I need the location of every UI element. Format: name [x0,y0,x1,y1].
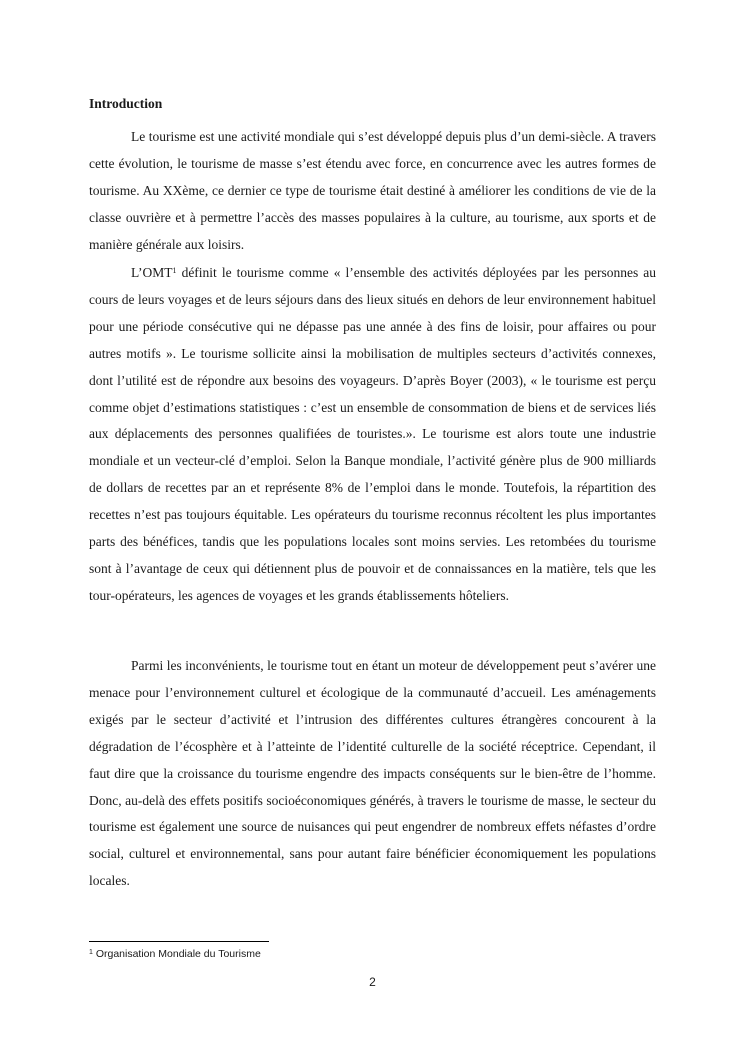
paragraph-2 [89,260,656,610]
footnote-reference[interactable]: 1 [172,266,177,275]
page-number: 2 [369,975,376,989]
footnote-text: Organisation Mondiale du Tourisme [92,948,261,960]
paragraph-2-rest: définit le tourisme comme « l’ensemble des activités déployées par les personnes au cours de leurs voyages et de leurs séjours dans des lieux situés en dehors de leur environnement habituel pour une période consécutive qui ne dépasse pas une année à des fins de loisir, pour affaires ou pour autres motifs ». Le tourisme sollicite ainsi la mobilisation de multiples secteurs d’activités connexes, dont l’utilité est de répondre aux besoins des voyageurs. D’après Boyer (2003), « le tourisme est perçu comme objet d’estimations statistiques : c’est un ensemble de consommation de biens et de services liés aux déplacements des personnes qualifiées de touristes.». Le tourisme est alors toute une industrie mondiale et un vecteur-clé d’emploi. Selon la Banque mondiale, l’activité génère plus de 900 milliards de dollars de recettes par an et représente 8% de l’emploi dans le monde. Toutefois, la répartition des recettes n’est pas toujours équitable. Les opérateurs du tourisme reconnus récoltent les plus importantes parts des bénéfices, tandis que les populations locales sont moins servies. Les retombées du tourisme sont à l’avantage de ceux qui détiennent plus de pouvoir et de connaissances en la matière, tels que les tour-opérateurs, les agences de voyages et les grands établissements hôteliers. [89,265,656,603]
paragraph-2-start: L’OMT [131,265,173,280]
footnote [89,947,261,961]
footnote-marker: 1 [89,949,93,956]
footnote-separator [89,941,269,942]
section-heading: Introduction [89,96,163,111]
paragraph-3: Parmi les inconvénients, le tourisme tout en étant un moteur de développement peut s’avérer une menace pour l’environnement culturel et écologique de la communauté d’accueil. Les aménagements exigés par le secteur d’activité et l’intrusion des différentes cultures étrangères concourent à la dégradation de l’écosphère et à l’atteinte de l’identité culturelle de la société réceptrice. Cependant, il faut dire que la croissance du tourisme engendre des impacts conséquents sur le bien-être de l’homme. Donc, au-delà des effets positifs socioéconomiques générés, à travers le tourisme de masse, le secteur du tourisme est également une source de nuisances qui peut engendrer de nombreux effets néfastes d’ordre social, culturel et environnemental, sans pour autant faire bénéficier économiquement les populations locales. [89,658,656,889]
paragraph-1: Le tourisme est une activité mondiale qui s’est développé depuis plus d’un demi-siècle. A travers cette évolution, le tourisme de masse s’est étendu avec force, en concurrence avec les autres formes de tourisme. Au XXème, ce dernier ce type de tourisme était destiné à améliorer les conditions de vie de la classe ouvrière et à permettre l’accès des masses populaires à la culture, au tourisme, aux sports et de manière générale aux loisirs. [89,129,656,252]
